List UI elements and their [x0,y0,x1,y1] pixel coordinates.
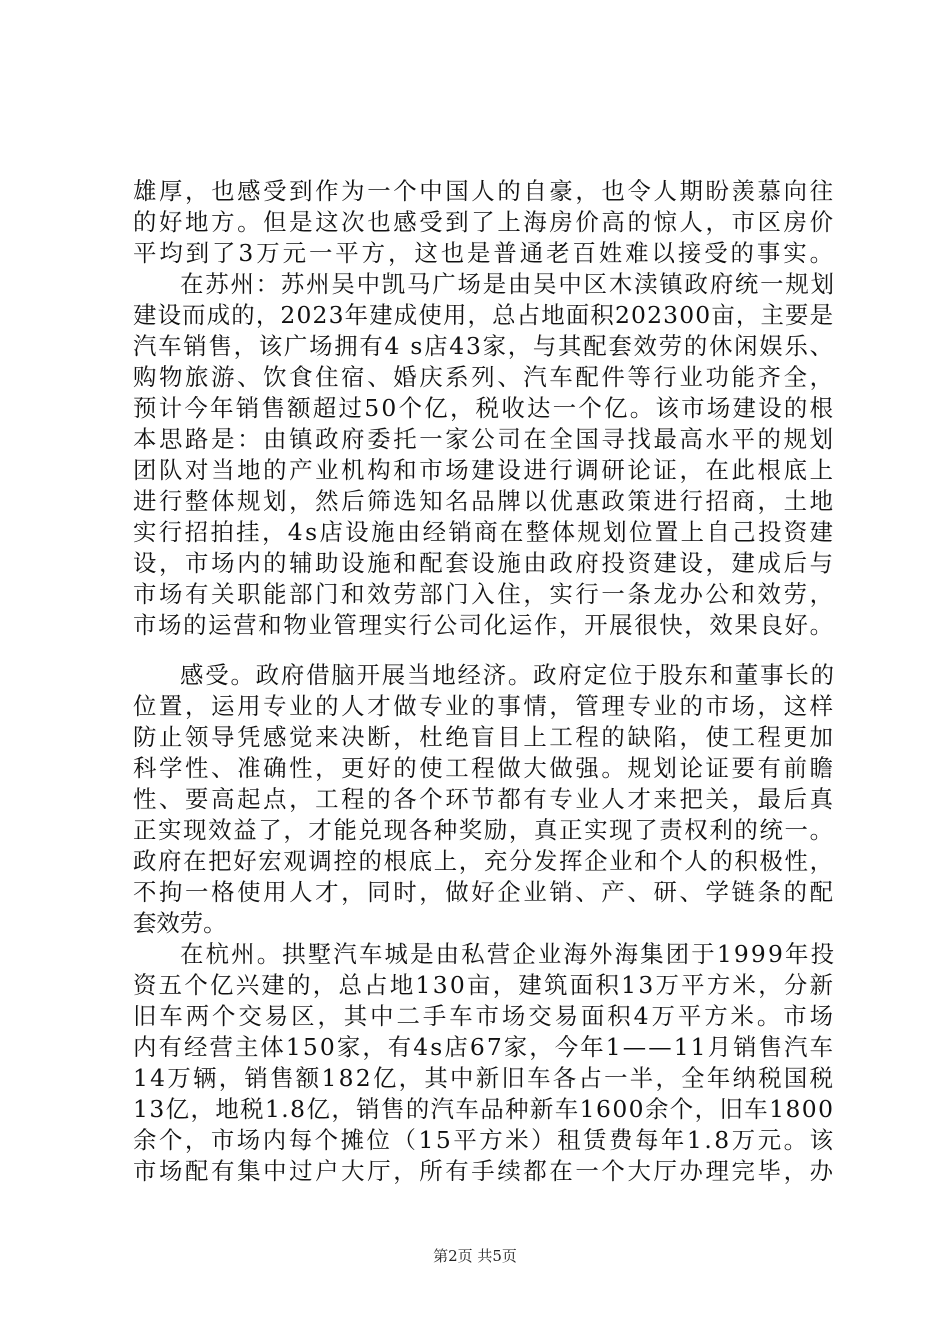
text-line: 在杭州。拱墅汽车城是由私营企业海外海集团于1999年投 [180,940,837,968]
text-line: 资五个亿兴建的，总占地130亩，建筑面积13万平方米，分新 [133,971,836,999]
text-line: 进行整体规划，然后筛选知名品牌以优惠政策进行招商，土地 [133,487,836,515]
text-line: 预计今年销售额超过50个亿，税收达一个亿。该市场建设的根 [133,394,836,422]
text-line: 13亿，地税1.8亿，销售的汽车品种新车1600余个，旧车1800 [133,1095,835,1123]
text-line: 市场配有集中过户大厅，所有手续都在一个大厅办理完毕，办 [133,1157,836,1185]
text-line: 感受。政府借脑开展当地经济。政府定位于股东和董事长的 [180,661,836,689]
text-line: 购物旅游、饮食住宿、婚庆系列、汽车配件等行业功能齐全， [133,363,836,391]
page-number: 第2页 共5页 [433,1247,517,1265]
text-line: 建设而成的，2023年建成使用，总占地面积202300亩，主要是 [133,301,835,329]
text-line: 旧车两个交易区，其中二手车市场交易面积4万平方米。市场 [133,1002,836,1030]
text-line: 团队对当地的产业机构和市场建设进行调研论证，在此根底上 [133,456,836,484]
text-line: 雄厚，也感受到作为一个中国人的自豪，也令人期盼羡慕向往 [133,177,836,205]
text-line: 14万辆，销售额182亿，其中新旧车各占一半，全年纳税国税 [133,1064,836,1092]
text-line: 设，市场内的辅助设施和配套设施由政府投资建设，建成后与 [133,549,836,577]
text-line: 不拘一格使用人才，同时，做好企业销、产、研、学链条的配 [133,878,836,906]
text-line: 内有经营主体150家，有4s店67家，今年1——11月销售汽车 [133,1033,836,1061]
text-line: 科学性、准确性，更好的使工程做大做强。规划论证要有前瞻 [133,754,836,782]
text-line: 性、要高起点，工程的各个环节都有专业人才来把关，最后真 [133,785,836,813]
text-line: 防止领导凭感觉来决断，杜绝盲目上工程的缺陷，使工程更加 [133,723,836,751]
text-line: 市场有关职能部门和效劳部门入住，实行一条龙办公和效劳， [133,580,836,608]
text-line: 套效劳。 [133,909,227,937]
text-line: 汽车销售，该广场拥有4 s店43家，与其配套效劳的休闲娱乐、 [133,332,835,360]
text-line: 本思路是：由镇政府委托一家公司在全国寻找最高水平的规划 [133,425,836,453]
text-line: 位置，运用专业的人才做专业的事情，管理专业的市场，这样 [133,692,836,720]
text-line: 市场的运营和物业管理实行公司化运作，开展很快，效果良好。 [133,611,835,639]
text-line: 正实现效益了，才能兑现各种奖励，真正实现了责权利的统一。 [133,816,835,844]
text-line: 政府在把好宏观调控的根底上，充分发挥企业和个人的积极性， [133,847,835,875]
text-line: 实行招拍挂，4s店设施由经销商在整体规划位置上自己投资建 [133,518,836,546]
text-line: 余个，市场内每个摊位（15平方米）租赁费每年1.8万元。该 [133,1126,836,1154]
text-line: 平均到了3万元一平方，这也是普通老百姓难以接受的事实。 [133,239,836,267]
text-line: 在苏州：苏州吴中凯马广场是由吴中区木渎镇政府统一规划 [180,270,836,298]
text-line: 的好地方。但是这次也感受到了上海房价高的惊人，市区房价 [133,208,836,236]
